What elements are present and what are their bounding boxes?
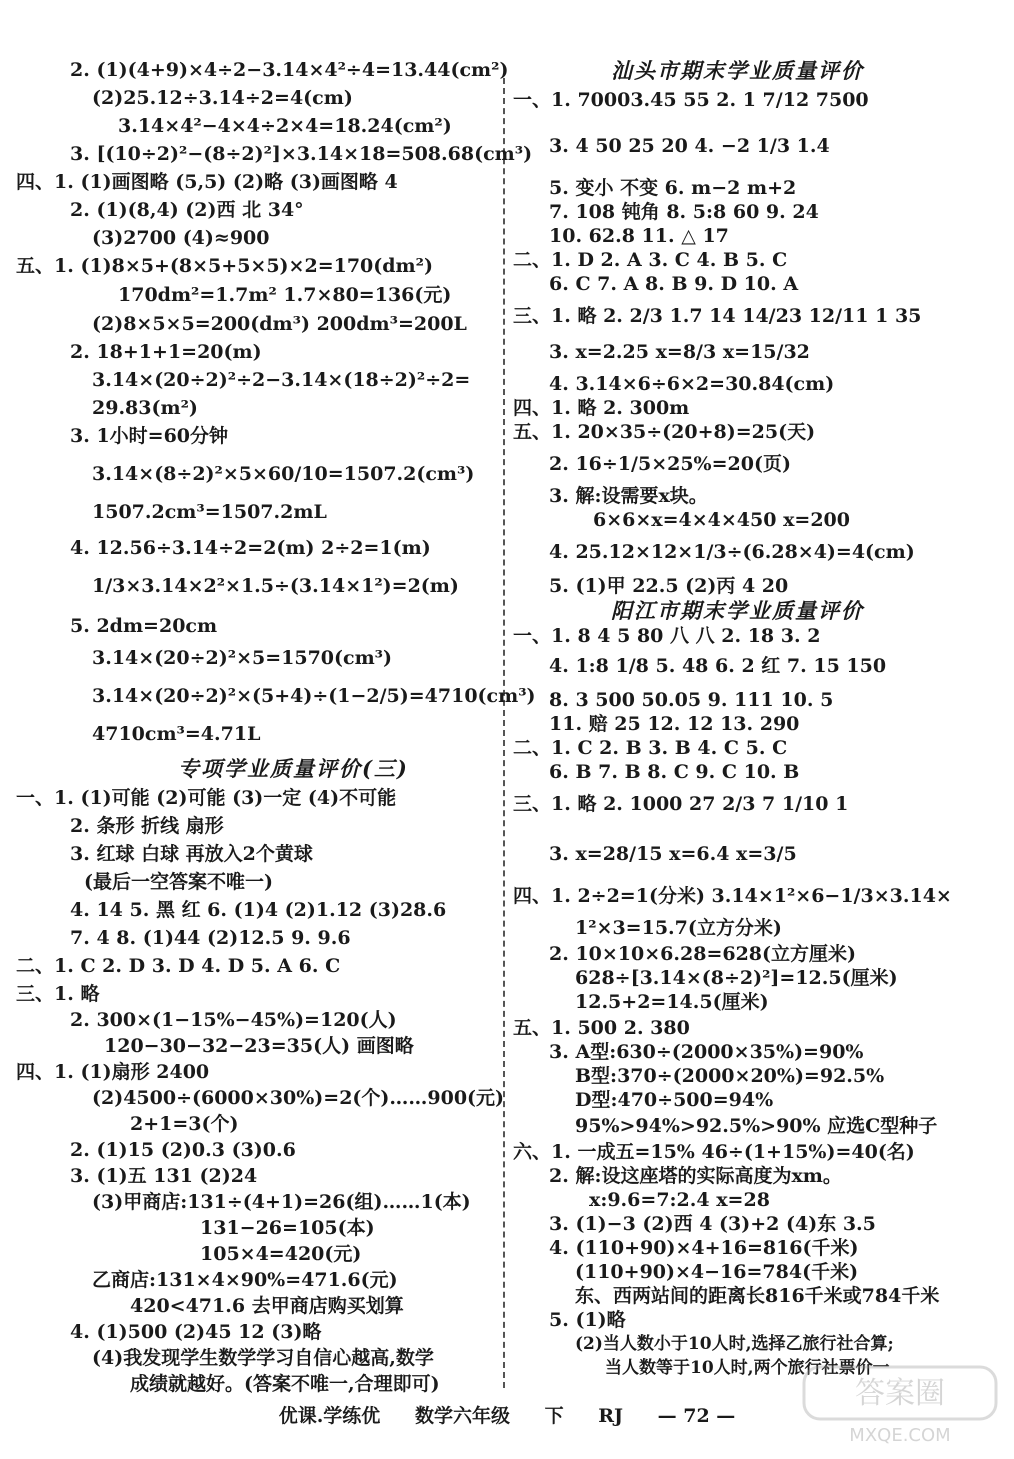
answer-line: 三、1. 略 2. 1000 27 2/3 7 1/10 1: [513, 793, 849, 815]
watermark-text-bottom: MXQE.COM: [849, 1425, 951, 1446]
answer-line: 4. 14 5. 黑 红 6. (1)4 (2)1.12 (3)28.6: [70, 899, 447, 921]
answer-line: 四、1. 略 2. 300m: [513, 397, 690, 419]
answer-line: 1/3×3.14×2²×1.5÷(3.14×1²)=2(m): [92, 575, 459, 597]
answer-line: (2)8×5×5=200(dm³) 200dm³=200L: [92, 313, 467, 335]
answer-line: 5. (1)甲 22.5 (2)丙 4 20: [549, 575, 789, 597]
answer-line: (3)甲商店:131÷(4+1)=26(组)……1(本): [92, 1191, 471, 1213]
column-divider: [503, 78, 505, 1388]
answer-line: 2. 条形 折线 扇形: [70, 815, 224, 837]
answer-line: 1507.2cm³=1507.2mL: [92, 501, 327, 523]
watermark-text-top: 答案圈: [855, 1376, 945, 1411]
answer-line: x:9.6=7:2.4 x=28: [589, 1189, 770, 1211]
answer-line: (3)2700 (4)≈900: [92, 227, 270, 249]
answer-line: 四、1. (1)画图略 (5,5) (2)略 (3)画图略 4: [16, 171, 398, 193]
answer-line: 5. 2dm=20cm: [70, 615, 218, 637]
footer-page-number: — 72 —: [657, 1405, 736, 1427]
answer-line: 3.14×4²−4×4÷2×4=18.24(cm²): [118, 115, 452, 137]
answer-line: 2. (1)(8,4) (2)西 北 34°: [70, 199, 304, 221]
footer-brand: 优课.学练优: [278, 1405, 381, 1427]
answer-line: (2)4500÷(6000×30%)=2(个)……900(元): [92, 1087, 505, 1109]
answer-line: 2. 300×(1−15%−45%)=120(人): [70, 1009, 397, 1031]
watermark-logo: [800, 1363, 1000, 1449]
answer-line: 4. 1:8 1/8 5. 48 6. 2 红 7. 15 150: [549, 655, 887, 677]
answer-line: (2)当人数小于10人时,选择乙旅行社合算;: [575, 1334, 894, 1354]
answer-line: 当人数等于10人时,两个旅行社票价一: [605, 1358, 890, 1378]
answer-line: 四、1. (1)扇形 2400: [16, 1061, 210, 1083]
answer-line: 3. [(10÷2)²−(8÷2)²]×3.14×18=508.68(cm³): [70, 143, 533, 165]
footer-edition: RJ: [598, 1405, 623, 1427]
answer-line: 12.5+2=14.5(厘米): [575, 991, 769, 1013]
answer-line: 五、1. (1)8×5+(8×5+5×5)×2=170(dm²): [16, 255, 433, 277]
answer-line: 二、1. D 2. A 3. C 4. B 5. C: [513, 249, 788, 271]
answer-line: 一、1. 8 4 5 80 八 八 2. 18 3. 2: [513, 625, 821, 647]
answer-line: 95%>94%>92.5%>90% 应选C型种子: [575, 1115, 938, 1137]
answer-line: 131−26=105(本): [200, 1217, 375, 1239]
answer-line: 3.14×(8÷2)²×5×60/10=1507.2(cm³): [92, 463, 475, 485]
answer-line: 3.14×(20÷2)²÷2−3.14×(18÷2)²÷2=: [92, 369, 471, 391]
answer-line: 11. 赔 25 12. 12 13. 290: [549, 713, 800, 735]
answer-line: 6. C 7. A 8. B 9. D 10. A: [549, 273, 799, 295]
answer-line: 六、1. 一成五=15% 46÷(1+15%)=40(名): [513, 1141, 915, 1163]
answer-line: 2. (1)(4+9)×4÷2−3.14×4²÷4=13.44(cm²): [70, 59, 509, 81]
answer-line: 五、1. 500 2. 380: [513, 1017, 690, 1039]
answer-line: 170dm²=1.7m² 1.7×80=136(元): [118, 284, 452, 306]
answer-line: B型:370÷(2000×20%)=92.5%: [575, 1065, 885, 1087]
answer-line: 三、1. 略 2. 2/3 1.7 14 14/23 12/11 1 35: [513, 305, 922, 327]
answer-line: 420<471.6 去甲商店购买划算: [130, 1295, 404, 1317]
answer-line: 628÷[3.14×(8÷2)²]=12.5(厘米): [575, 967, 898, 989]
answer-line: 二、1. C 2. D 3. D 4. D 5. A 6. C: [16, 955, 341, 977]
answer-line: 6. B 7. B 8. C 9. C 10. B: [549, 761, 800, 783]
answer-line: 3. A型:630÷(2000×35%)=90%: [549, 1041, 864, 1063]
footer-subject: 数学六年级: [414, 1405, 510, 1427]
answer-line: D型:470÷500=94%: [575, 1089, 774, 1111]
answer-line: 3. x=2.25 x=8/3 x=15/32: [549, 341, 810, 363]
answer-line: 29.83(m²): [92, 397, 198, 419]
answer-line: 东、西两站间的距离长816千米或784千米: [575, 1285, 940, 1307]
answer-line: 120−30−32−23=35(人) 画图略: [104, 1035, 414, 1057]
answer-line: 3. 红球 白球 再放入2个黄球: [70, 843, 313, 865]
answer-line: 3. 4 50 25 20 4. −2 1/3 1.4: [549, 135, 830, 157]
answer-line: 2+1=3(个): [130, 1113, 239, 1135]
answer-line: 4. 25.12×12×1/3÷(6.28×4)=4(cm): [549, 541, 915, 563]
answer-line: 1²×3=15.7(立方分米): [575, 917, 782, 939]
answer-line: 3. x=28/15 x=6.4 x=3/5: [549, 843, 797, 865]
answer-line: 一、1. 70003.45 55 2. 1 7/12 7500: [513, 89, 869, 111]
footer-volume: 下: [544, 1405, 564, 1427]
answer-line: 3. 1小时=60分钟: [70, 425, 229, 447]
answer-line: 一、1. (1)可能 (2)可能 (3)一定 (4)不可能: [16, 787, 397, 809]
answer-line: 五、1. 20×35÷(20+8)=25(天): [513, 421, 816, 443]
answer-line: (110+90)×4−16=784(千米): [575, 1261, 859, 1283]
answer-line: 2. 16÷1/5×25%=20(页): [549, 453, 791, 475]
answer-line: 2. 18+1+1=20(m): [70, 341, 262, 363]
answer-line: 5. (1)略: [549, 1309, 626, 1331]
answer-line: (4)我发现学生数学学习自信心越高,数学: [92, 1347, 434, 1369]
section-title: 汕头市期末学业质量评价: [611, 58, 864, 83]
answer-line: 6×6×x=4×4×450 x=200: [593, 509, 850, 531]
answer-line: (2)25.12÷3.14÷2=4(cm): [92, 87, 353, 109]
answer-line: 4. 12.56÷3.14÷2=2(m) 2÷2=1(m): [70, 537, 431, 559]
answer-line: 2. (1)15 (2)0.3 (3)0.6: [70, 1139, 296, 1161]
answer-line: 四、1. 2÷2=1(分米) 3.14×1²×6−1/3×3.14×: [513, 885, 952, 907]
answer-line: 3.14×(20÷2)²×5=1570(cm³): [92, 647, 392, 669]
answer-line: (最后一空答案不唯一): [84, 871, 273, 893]
answer-line: 7. 108 钝角 8. 5:8 60 9. 24: [549, 201, 819, 223]
answer-line: 成绩就越好。(答案不唯一,合理即可): [130, 1373, 440, 1395]
answer-line: 7. 4 8. (1)44 (2)12.5 9. 9.6: [70, 927, 351, 949]
answer-line: 3.14×(20÷2)²×(5+4)÷(1−2/5)=4710(cm³): [92, 685, 536, 707]
answer-line: 8. 3 500 50.05 9. 111 10. 5: [549, 689, 834, 711]
answer-line: 4. (1)500 (2)45 12 (3)略: [70, 1321, 322, 1343]
answer-line: 3. 解:设需要x块。: [549, 485, 708, 507]
answer-line: 3. (1)五 131 (2)24: [70, 1165, 258, 1187]
answer-line: 4. 3.14×6÷6×2=30.84(cm): [549, 373, 835, 395]
answer-line: 4. (110+90)×4+16=816(千米): [549, 1237, 859, 1259]
answer-line: 3. (1)−3 (2)西 4 (3)+2 (4)东 3.5: [549, 1213, 876, 1235]
answer-line: 二、1. C 2. B 3. B 4. C 5. C: [513, 737, 788, 759]
section-title: 阳江市期末学业质量评价: [611, 598, 864, 623]
answer-line: 4710cm³=4.71L: [92, 723, 261, 745]
section-title: 专项学业质量评价(三): [178, 756, 409, 781]
answer-line: 乙商店:131×4×90%=471.6(元): [92, 1269, 398, 1291]
answer-line: 2. 解:设这座塔的实际高度为xm。: [549, 1165, 842, 1187]
answer-line: 三、1. 略: [16, 983, 100, 1005]
answer-line: 105×4=420(元): [200, 1243, 362, 1265]
answer-line: 10. 62.8 11. △ 17: [549, 225, 729, 247]
answer-line: 2. 10×10×6.28=628(立方厘米): [549, 943, 857, 965]
answer-line: 5. 变小 不变 6. m−2 m+2: [549, 177, 797, 199]
